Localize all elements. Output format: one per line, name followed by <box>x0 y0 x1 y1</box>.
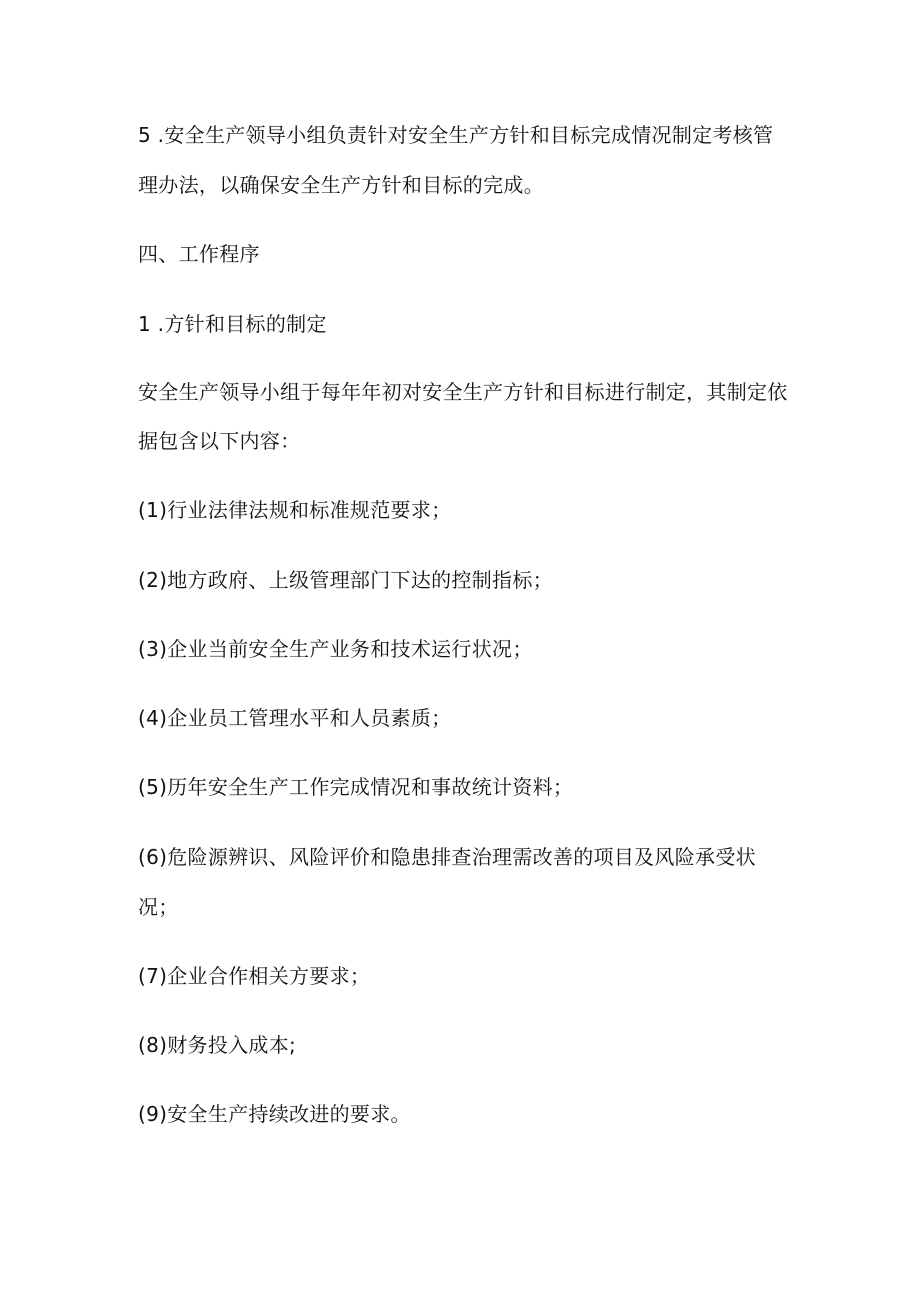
intro-line-2: 据包含以下内容： <box>138 429 301 453</box>
item-5-line-2: 理办法，以确保安全生产方针和目标的完成。 <box>138 173 544 197</box>
basis-item-9: (9)安全生产持续改进的要求。 <box>138 1102 411 1126</box>
basis-item-1: (1)行业法律法规和标准规范要求； <box>138 498 452 522</box>
basis-item-6-line-2: 况； <box>138 895 179 919</box>
step-1-heading: 1 .方针和目标的制定 <box>138 312 327 336</box>
basis-item-3: (3)企业当前安全生产业务和技术运行状况； <box>138 637 533 661</box>
basis-item-4: (4)企业员工管理水平和人员素质； <box>138 706 452 730</box>
basis-item-7: (7)企业合作相关方要求； <box>138 964 371 988</box>
item-5-line-1: 5 .安全生产领导小组负责针对安全生产方针和目标完成情况制定考核管 <box>138 123 774 147</box>
basis-item-2: (2)地方政府、上级管理部门下达的控制指标； <box>138 568 553 592</box>
basis-item-8: (8)财务投入成本; <box>138 1033 297 1057</box>
intro-line-1: 安全生产领导小组于每年年初对安全生产方针和目标进行制定，其制定依 <box>138 380 788 404</box>
basis-item-5: (5)历年安全生产工作完成情况和事故统计资料； <box>138 775 574 799</box>
basis-item-6-line-1: (6)危险源辨识、风险评价和隐患排查治理需改善的项目及风险承受状 <box>138 845 756 869</box>
section-heading-work-procedure: 四、工作程序 <box>138 242 260 266</box>
